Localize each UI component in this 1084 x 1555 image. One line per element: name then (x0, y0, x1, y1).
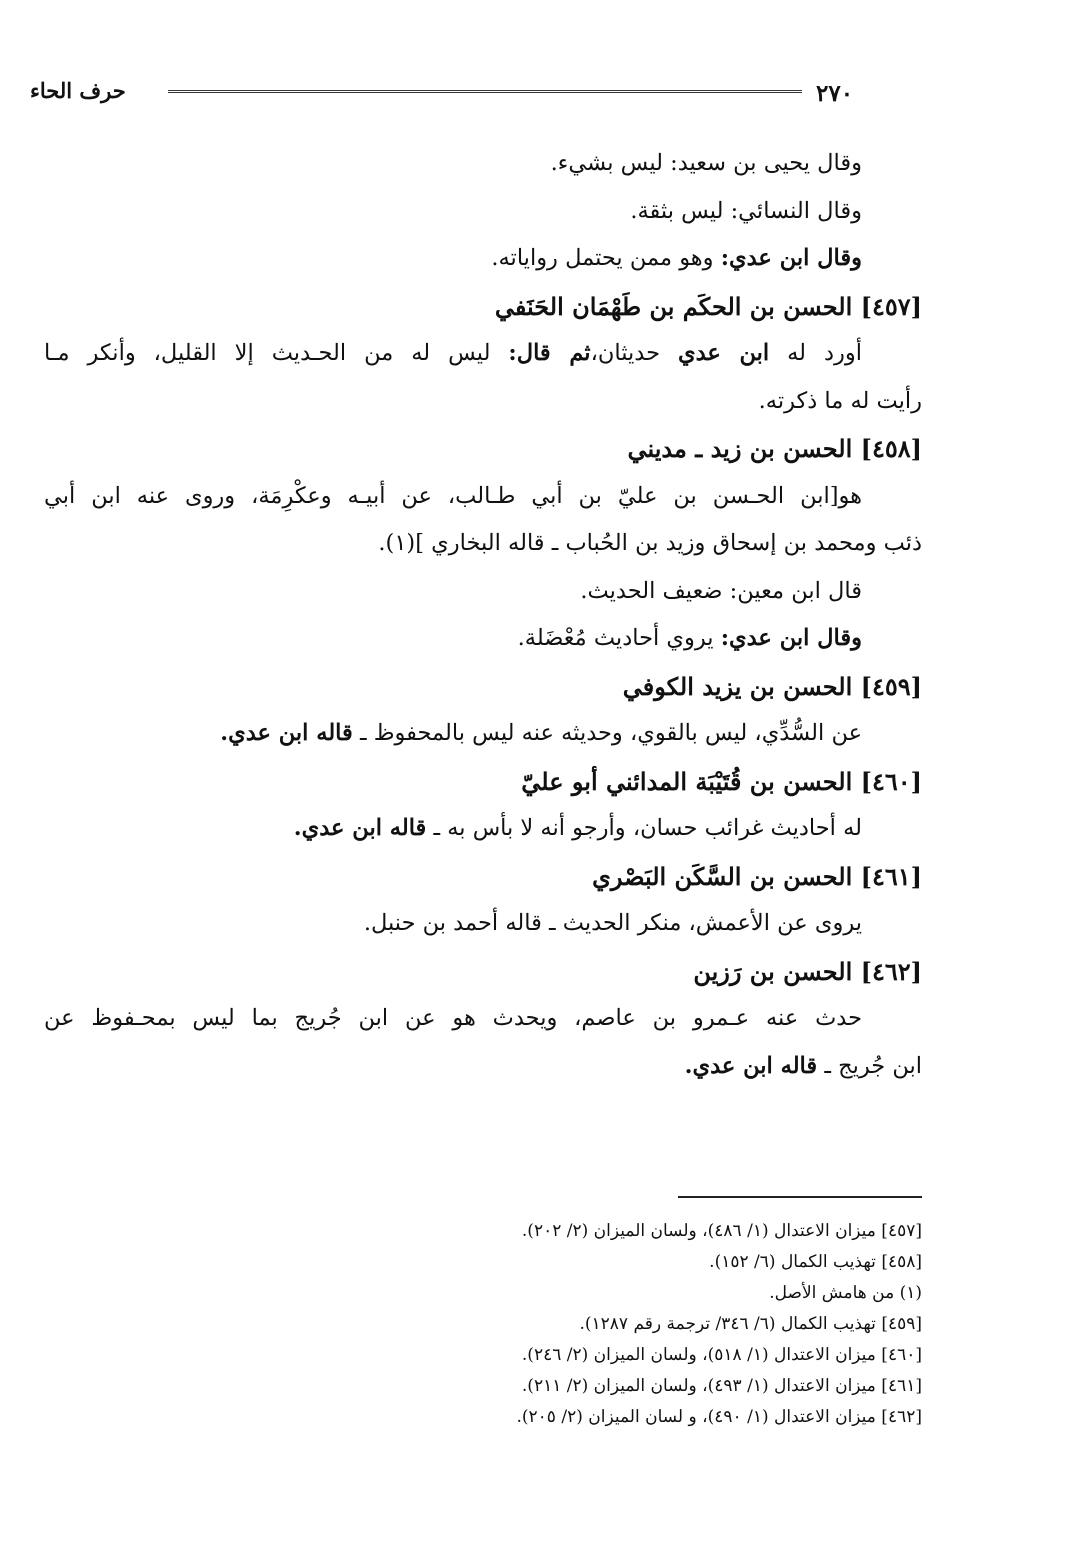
footnote-item: [٤٥٨] تهذيب الكمال (٦/ ١٥٢). (709, 1252, 922, 1272)
footnote-item: [٤٥٧] ميزان الاعتدال (١/ ٤٨٦)، ولسان الميزان (٢/ ٢٠٢). (521, 1221, 922, 1241)
entry-heading-457: [٤٥٧] الحسن بن الحكَم بن طَهْمَان الحَنَفي (494, 291, 922, 321)
entry-text-457-line1 (44, 330, 922, 378)
text-span: له أحاديث غرائب حسان، وأرجو أنه لا بأس به ـ (426, 815, 862, 841)
text-line (44, 235, 922, 283)
section-title: حرف الحاء (30, 78, 126, 103)
entry-text-457-line2: رأيت له ما ذكرته. (758, 387, 922, 414)
bold-phrase: قاله ابن عدي. (684, 1052, 818, 1079)
page-number: ٢٧٠ (816, 80, 854, 107)
header-rule (168, 90, 802, 93)
entry-text-458-line3: قال ابن معين: ضعيف الحديث. (580, 577, 862, 604)
footnote-item: [٤٦١] ميزان الاعتدال (١/ ٤٩٣)، ولسان الميزان (٢/ ٢١١). (521, 1376, 922, 1396)
text-span: حديثان، (590, 340, 678, 366)
footnote-item: [٤٦٢] ميزان الاعتدال (١/ ٤٩٠)، و لسان الميزان (٢/ ٢٠٥). (516, 1407, 922, 1427)
entry-heading-462: [٤٦٢] الحسن بن رَزين (693, 956, 922, 986)
bold-phrase: وقال ابن عدي: (720, 625, 862, 651)
entry-text-462-line2 (44, 1043, 922, 1091)
entry-text-458-line2: ذئب ومحمد بن إسحاق وزيد بن الحُباب ـ قاله البخاري ](١). (378, 530, 922, 556)
entry-heading-458: [٤٥٨] الحسن بن زيد ـ مديني (627, 434, 922, 463)
text-span: ليس له من الحـديث إلا القليل، وأنكر مـا (44, 340, 509, 366)
text-span: أورد له (769, 340, 862, 366)
entry-text-462-line1: حدث عنه عـمرو بن عاصم، ويحدث هو عن ابن جُريج بما ليس بمحـفوظ عن (44, 1005, 862, 1031)
text-span: ابن جُريج ـ (817, 1052, 922, 1079)
text-span: يروي أحاديث مُعْضَلة. (517, 625, 721, 651)
text-span: عن السُّدِّي، ليس بالقوي، وحديثه عنه ليس بالمحفوظ ـ (352, 720, 862, 746)
bold-phrase: ابن عدي (677, 340, 770, 366)
footnotes (300, 1216, 922, 1433)
entry-text-459 (44, 710, 922, 758)
entry-text-458-line1: هو[ابن الحـسن بن عليّ بن أبي طـالب، عن أبيـه وعكْرِمَة، وروى عنه ابن أبي (44, 482, 862, 509)
entry-text-458-line4 (44, 615, 922, 663)
text-span: وهو ممن يحتمل رواياته. (491, 245, 721, 271)
bold-phrase: وقال ابن عدي: (720, 245, 862, 271)
running-header (0, 76, 1084, 116)
entry-heading-460: [٤٦٠] الحسن بن قُتَيْبَة المدائني أبو عليّ (521, 766, 922, 796)
bold-phrase: ثم قال: (508, 340, 591, 366)
bold-phrase: قاله ابن عدي. (293, 815, 427, 841)
entry-heading-461: [٤٦١] الحسن بن السَّكَن البَصْري (592, 861, 922, 891)
text-line: وقال النسائي: ليس بثقة. (630, 197, 862, 224)
footnote-item: [٤٥٩] تهذيب الكمال (٦/ ٣٤٦/ ترجمة رقم ١٢٨٧). (579, 1314, 922, 1334)
text-line: وقال يحيى بن سعيد: ليس بشيء. (550, 150, 862, 176)
bold-phrase: قاله ابن عدي. (220, 720, 353, 746)
entry-heading-459: [٤٥٩] الحسن بن يزيد الكوفي (622, 671, 922, 701)
main-text (44, 140, 922, 1090)
footnote-item: [٤٦٠] ميزان الاعتدال (١/ ٥١٨)، ولسان الميزان (٢/ ٢٤٦). (521, 1345, 922, 1365)
entry-text-460 (44, 805, 922, 853)
entry-text-461: يروى عن الأعمش، منكر الحديث ـ قاله أحمد بن حنبل. (363, 910, 862, 936)
footnote-item: (١) من هامش الأصل. (769, 1283, 922, 1303)
footnote-rule (678, 1196, 922, 1198)
